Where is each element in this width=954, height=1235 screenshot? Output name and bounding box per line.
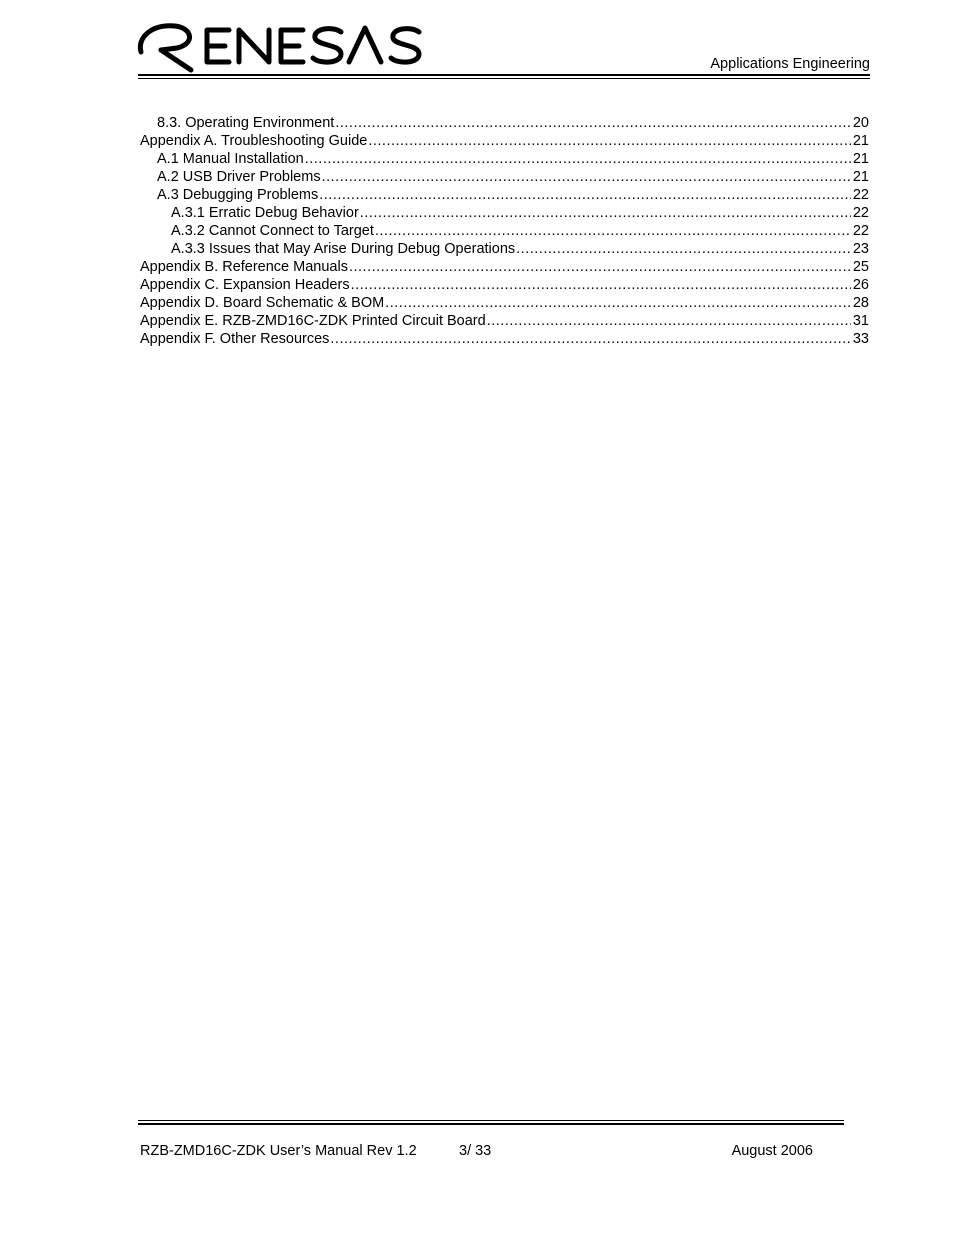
toc-dot-leader <box>360 204 851 222</box>
toc-entry-page: 22 <box>852 223 869 239</box>
toc-entry-page: 25 <box>852 259 869 275</box>
toc-entry-page: 22 <box>852 187 869 203</box>
toc-dot-leader <box>305 150 851 168</box>
toc-dot-leader <box>330 330 850 348</box>
toc-entry-title: Appendix D. Board Schematic & BOM <box>140 295 385 311</box>
toc-entry-title: A.3.3 Issues that May Arise During Debug Operations <box>171 241 516 257</box>
toc-entry-page: 21 <box>852 133 869 149</box>
toc-entry-title: Appendix F. Other Resources <box>140 331 330 347</box>
footer-page-number: 3/ 33 <box>459 1143 492 1159</box>
toc-dot-leader <box>385 294 851 312</box>
toc-entry[interactable] <box>140 330 869 348</box>
toc-dot-leader <box>368 132 851 150</box>
header-rule-thick <box>138 74 870 76</box>
header-section-title: Applications Engineering <box>710 56 870 72</box>
toc-entry[interactable] <box>140 204 869 222</box>
footer-rule-thin <box>138 1120 844 1121</box>
toc-entry[interactable] <box>140 114 869 132</box>
toc-entry-page: 22 <box>852 205 869 221</box>
toc-entry-title: Appendix A. Troubleshooting Guide <box>140 133 368 149</box>
toc-entry-page: 21 <box>852 169 869 185</box>
toc-entry-page: 21 <box>852 151 869 167</box>
toc-entry-page: 26 <box>852 277 869 293</box>
toc-entry[interactable] <box>140 168 869 186</box>
toc-entry-title: A.2 USB Driver Problems <box>157 169 321 185</box>
toc-entry-page: 33 <box>852 331 869 347</box>
toc-dot-leader <box>349 258 851 276</box>
toc-dot-leader <box>487 312 851 330</box>
toc-entry-title: A.3.2 Cannot Connect to Target <box>171 223 374 239</box>
toc-entry-title: A.1 Manual Installation <box>157 151 304 167</box>
renesas-logo <box>133 18 425 74</box>
toc-entry[interactable] <box>140 294 869 312</box>
toc-entry[interactable] <box>140 132 869 150</box>
toc-dot-leader <box>516 240 851 258</box>
toc-entry[interactable] <box>140 312 869 330</box>
toc-dot-leader <box>319 186 851 204</box>
toc-entry-page: 20 <box>852 115 869 131</box>
toc-entry-page: 23 <box>852 241 869 257</box>
header-rule-thin <box>138 78 870 79</box>
toc-entry[interactable] <box>140 276 869 294</box>
footer-date: August 2006 <box>731 1143 813 1159</box>
toc-entry-title: A.3 Debugging Problems <box>157 187 319 203</box>
toc-entry[interactable] <box>140 150 869 168</box>
toc-entry[interactable] <box>140 186 869 204</box>
footer-rule-thick <box>138 1123 844 1125</box>
table-of-contents <box>140 114 869 348</box>
toc-entry[interactable] <box>140 222 869 240</box>
toc-entry-title: Appendix E. RZB-ZMD16C-ZDK Printed Circuit Board <box>140 313 486 329</box>
toc-dot-leader <box>351 276 851 294</box>
toc-dot-leader <box>375 222 851 240</box>
toc-dot-leader <box>335 114 851 132</box>
toc-entry-title: 8.3. Operating Environment <box>157 115 335 131</box>
footer-document-title: RZB-ZMD16C-ZDK User’s Manual Rev 1.2 <box>140 1143 417 1159</box>
toc-entry-page: 28 <box>852 295 869 311</box>
toc-entry[interactable] <box>140 258 869 276</box>
toc-dot-leader <box>322 168 851 186</box>
toc-entry-title: Appendix B. Reference Manuals <box>140 259 348 275</box>
toc-entry[interactable] <box>140 240 869 258</box>
toc-entry-title: A.3.1 Erratic Debug Behavior <box>171 205 359 221</box>
toc-entry-page: 31 <box>852 313 869 329</box>
toc-entry-title: Appendix C. Expansion Headers <box>140 277 350 293</box>
